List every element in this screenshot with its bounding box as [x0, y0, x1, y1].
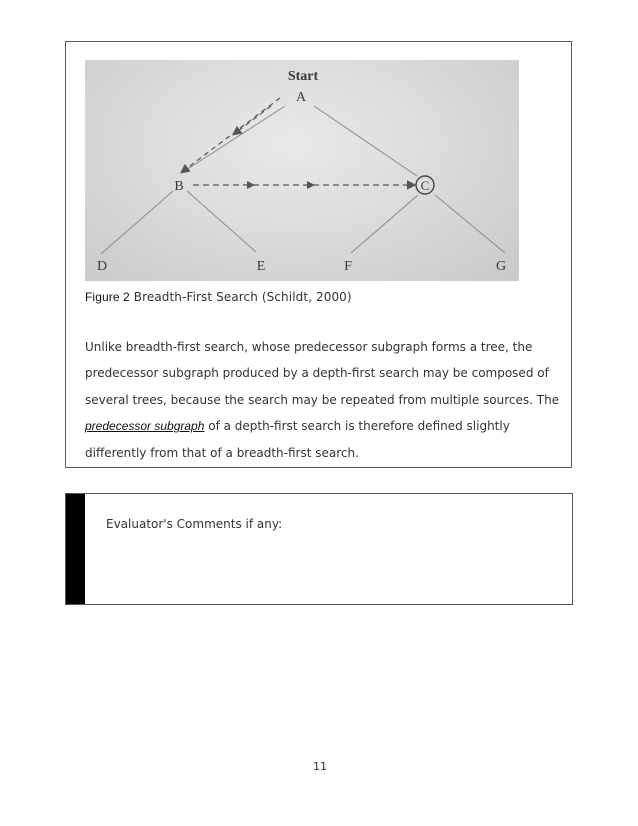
traversal-mid-arrowhead-2: [307, 181, 315, 189]
edge-c-g: [435, 195, 505, 253]
node-b-label: B: [174, 179, 184, 194]
evaluator-comments-label: Evaluator's Comments if any:: [106, 517, 283, 531]
edge-a-c: [314, 106, 417, 176]
page-number: 11: [313, 760, 327, 773]
evaluator-comments-box: [65, 493, 573, 605]
paragraph-line: predecessor subgraph produced by a depth-first search may be composed of: [85, 366, 549, 381]
figure-caption-label: Figure 2: [85, 290, 130, 304]
node-start-label: Start: [287, 69, 319, 84]
traversal-arrow-a-b-inner: [234, 106, 271, 134]
traversal-mid-arrowhead-1: [247, 181, 255, 189]
bfs-figure: [85, 60, 519, 281]
node-f-label: F: [344, 259, 352, 274]
paragraph-line: [85, 413, 565, 439]
traversal-arrow-a-b: [182, 98, 280, 172]
edge-c-f: [351, 195, 418, 253]
node-g-label: G: [495, 259, 507, 274]
paragraph-line: differently from that of a breadth-first search.: [85, 445, 359, 460]
paragraph-line-rest: of a depth-first search is therefore defined slightly: [204, 419, 510, 434]
emphasized-term: predecessor subgraph: [85, 419, 205, 434]
paragraph-line: several trees, because the search may be repeated from multiple sources. The: [85, 392, 560, 407]
content-box: [65, 41, 572, 468]
bfs-tree-diagram: [85, 60, 519, 281]
comments-side-bar: [66, 494, 85, 604]
node-a-label: A: [295, 90, 307, 105]
node-e-label: E: [256, 259, 266, 274]
edge-a-b: [183, 106, 285, 172]
paragraph-line: Unlike breadth-first search, whose predecessor subgraph forms a tree, the: [85, 340, 533, 354]
body-paragraph: [85, 334, 565, 466]
edge-b-d: [101, 191, 173, 254]
edge-b-e: [187, 191, 256, 252]
figure-caption-text: Breadth-First Search (Schildt, 2000): [133, 290, 352, 304]
node-c-label: C: [420, 178, 430, 193]
node-d-label: D: [96, 259, 108, 274]
figure-caption: [85, 290, 352, 304]
